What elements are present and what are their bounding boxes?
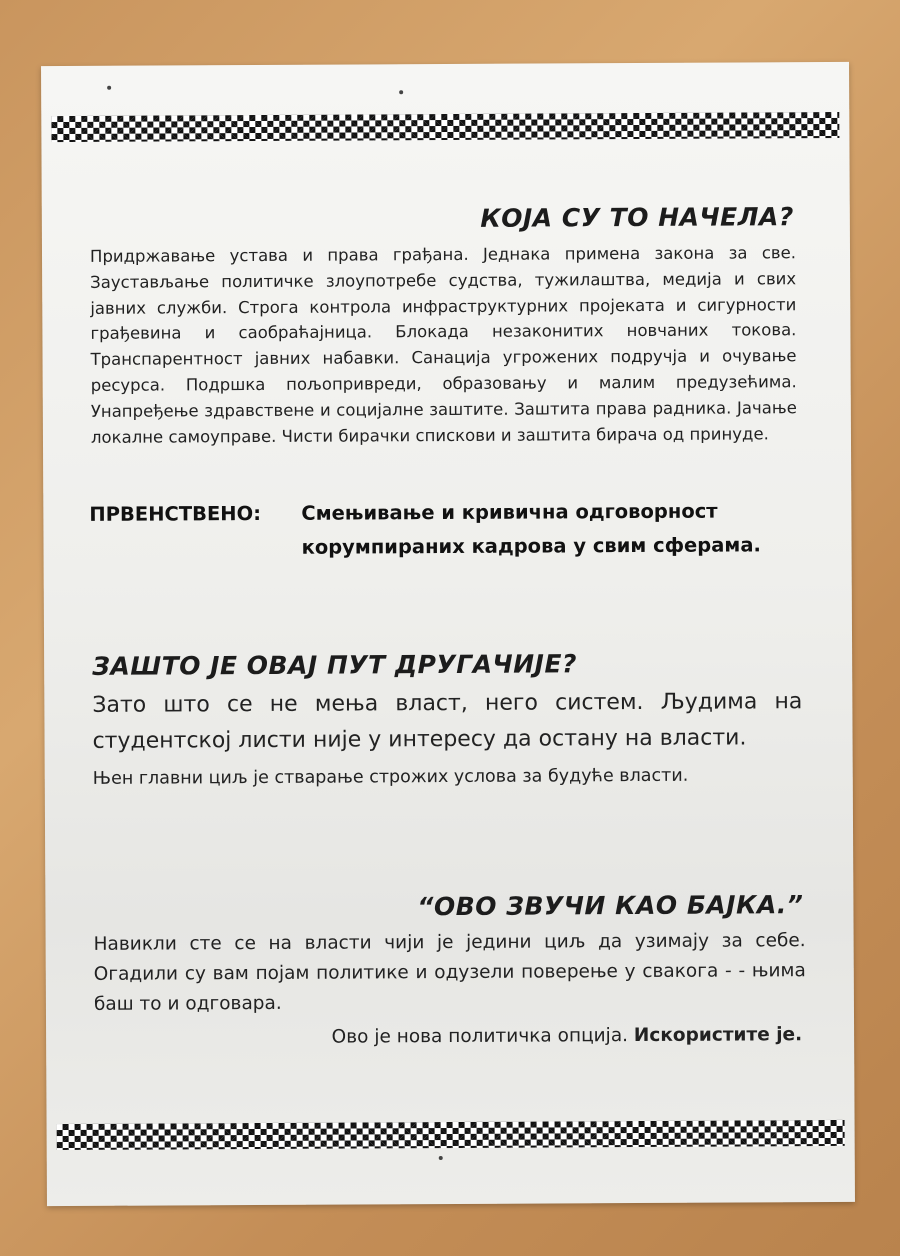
fairy-tale-text: Навикли сте се на власти чији је једини циљ да узимају за себе. Огадили су вам појам политике и одузели поверење у свакога - - њима баш то и одговара. [93,930,806,1015]
closing-line [332,1024,803,1047]
closing-plain: Ово је нова политичка опција. [331,1025,629,1048]
principles-heading: КОЈА СУ ТО НАЧЕЛА? [480,202,794,233]
priority-line-2: корумпираних кадрова у свим сферама. [301,533,761,559]
closing-bold: Искористите је. [633,1024,803,1047]
leaflet-sheet [41,62,855,1206]
why-different-goal: Њен главни циљ је стварање строжих услова за будуће власти. [92,765,689,789]
ornamental-border-top [51,112,839,142]
paper-speck [439,1156,443,1160]
fairy-tale-heading: “ОВО ЗВУЧИ КАО БАЈКА.” [417,890,804,922]
paper-speck [399,90,403,94]
ornamental-border-bottom [57,1120,845,1150]
priority-statement [89,494,809,566]
priority-label: ПРВЕНСТВЕНО: [89,501,262,526]
priority-line-1: Смењивање и кривична одговорност [301,499,718,525]
why-different-text: Зато што се не мења власт, него систем. Људима на студентској листи није у интересу да остану на власти. [92,689,803,754]
principles-text: Придржавање устава и права грађана. Једнака примена закона за све. Заустављање политичке злоупотребе судства, тужилаштва, медија и свих јавних служби. Строга контрола инфраструктурних пројеката и сигурности грађевина и саобраћајница. Блокада незаконитих новчаних токова. Транспарентност јавних набавки. Санација угрожених подручја и очување ресурса. Подршка пољопривреди, образовању и малим предузећима. Унапређење здравствене и социјалне заштите. Заштита права радника. Јачање локалне самоуправе. Чисти бирачки спискови и заштита бирача од принуде. [89,243,797,447]
why-different-heading: ЗАШТО ЈЕ ОВАЈ ПУТ ДРУГАЧИЈЕ? [92,649,578,681]
paper-speck [107,86,111,90]
